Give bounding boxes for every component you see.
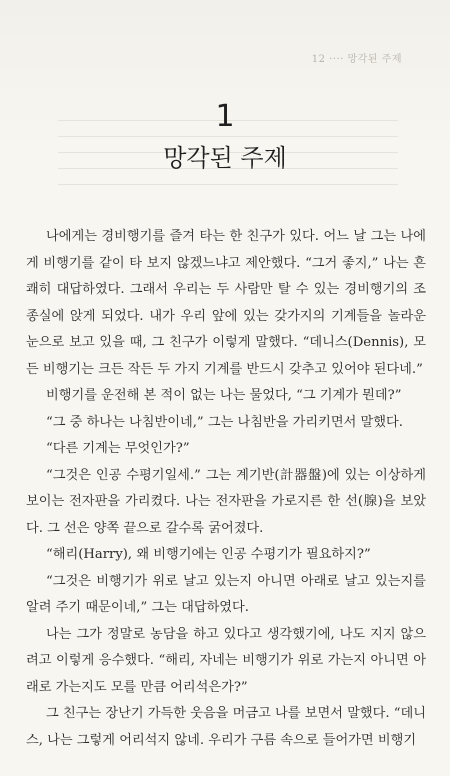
chapter-body (26, 224, 426, 754)
bleed-through-line (58, 184, 398, 185)
paragraph-6: “해리(Harry), 왜 비행기에는 인공 수평기가 필요하지?” (46, 547, 371, 562)
running-header: 12 ···· 망각된 주제 (311, 54, 402, 65)
paragraph-9: 그 친구는 장난기 가득한 웃음을 머금고 나를 보면서 말했다. “데니스, 나는 그렇게 어리석지 않네. 우리가 구름 속으로 들어가면 비행기 (26, 706, 426, 748)
bleed-through-line (58, 136, 398, 137)
paragraph-7: “그것은 비행기가 위로 날고 있는지 아니면 아래로 날고 있는지를 알려 주기 때문이네,” 그는 대답하였다. (26, 573, 426, 615)
paragraph-3: “그 중 하나는 나침반이네,” 그는 나침반을 가리키면서 말했다. (46, 414, 403, 430)
paragraph-4: “다른 기계는 무엇인가?” (46, 441, 190, 456)
chapter-title: 망각된 주제 (163, 144, 287, 172)
paragraph-2: 비행기를 운전해 본 적이 없는 나는 물었다, “그 기계가 뭔데?” (46, 388, 402, 403)
chapter-number: 1 (215, 99, 235, 134)
paragraph-5: “그것은 인공 수평기일세.” 그는 계기반(計器盤)에 있는 이상하게 보이는 전자판을 가리켰다. 나는 전자판을 가로지른 한 선(腺)을 보았다. 그 선은 양쪽 끝으로 갈수록 굵어졌다. (26, 467, 426, 536)
paragraph-8: 나는 그가 정말로 농담을 하고 있다고 생각했기에, 나도 지지 않으려고 이렇게 응수했다. “해리, 자네는 비행기가 위로 가는지 아니면 아래로 가는지도 모를 만큼 어리석은가?” (26, 626, 426, 695)
paragraph-1: 나에게는 경비행기를 즐겨 타는 한 친구가 있다. 어느 날 그는 나에게 비행기를 같이 타 보지 않겠느냐고 제안했다. “그거 좋지,” 나는 흔쾌히 대답하였다. 그래서 우리는 두 사람만 탈 수 있는 경비행기의 조종실에 앉게 되었다. 내가 우리 앞에 있는 갖가지의 기계들을 놀라운 눈으로 보고 있을 때, 그 친구가 이렇게 말했다. “데니스(Dennis), 모든 비행기는 크든 작든 두 가지 기계를 반드시 갖추고 있어야 된다네.” (26, 229, 426, 377)
